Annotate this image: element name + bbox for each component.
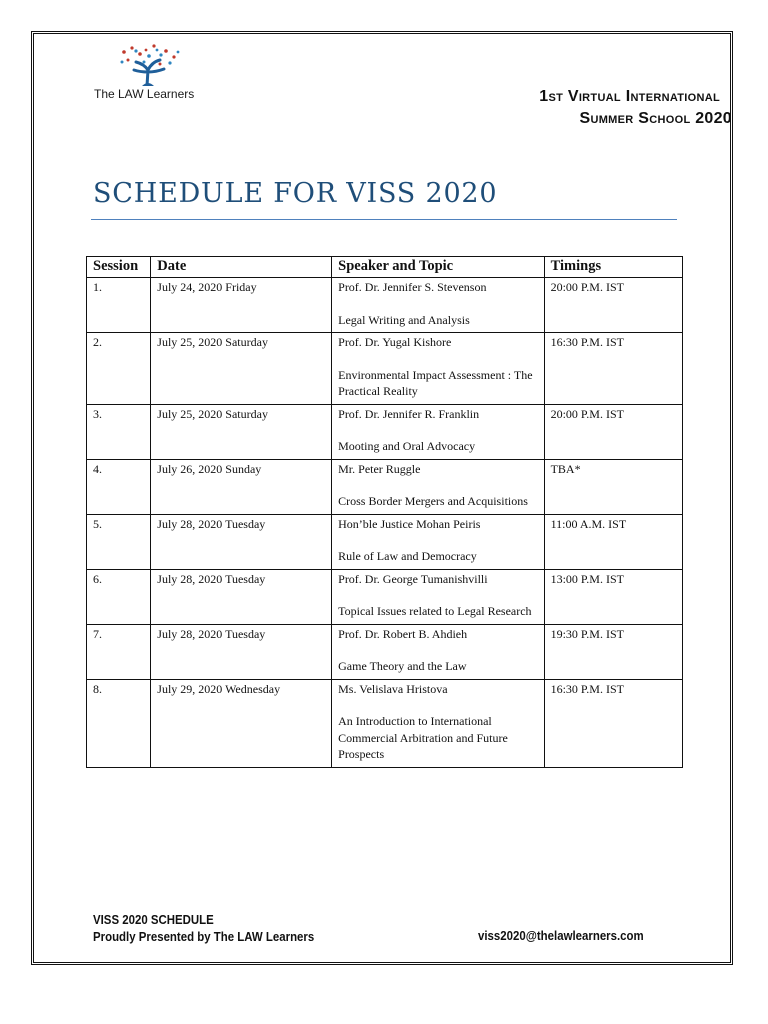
header-line-2: Summer School 2020 bbox=[579, 110, 732, 127]
topic-text: Game Theory and the Law bbox=[338, 659, 467, 673]
session-cell: 7. bbox=[87, 624, 151, 679]
session-cell: 4. bbox=[87, 459, 151, 514]
header-line-1: 1st Virtual International bbox=[539, 88, 720, 105]
session-cell: 3. bbox=[87, 404, 151, 459]
speaker-topic-cell bbox=[332, 404, 544, 459]
header-session: Session bbox=[87, 257, 151, 278]
date-cell: July 28, 2020 Tuesday bbox=[151, 569, 332, 624]
speaker-name: Prof. Dr. Jennifer R. Franklin bbox=[338, 406, 480, 421]
topic-text: Topical Issues related to Legal Research bbox=[338, 604, 532, 618]
session-cell: 5. bbox=[87, 514, 151, 569]
date-cell: July 28, 2020 Tuesday bbox=[151, 624, 332, 679]
date-cell: July 25, 2020 Saturday bbox=[151, 333, 332, 405]
schedule-table bbox=[86, 256, 683, 768]
timing-cell: TBA* bbox=[544, 459, 682, 514]
page-title: SCHEDULE FOR VISS 2020 bbox=[93, 178, 498, 209]
topic-text: Legal Writing and Analysis bbox=[338, 312, 470, 327]
speaker-topic-cell bbox=[332, 514, 544, 569]
timing-cell: 16:30 P.M. IST bbox=[544, 333, 682, 405]
timing-cell: 20:00 P.M. IST bbox=[544, 278, 682, 333]
footer-left bbox=[93, 911, 314, 945]
timing-cell: 16:30 P.M. IST bbox=[544, 679, 682, 767]
timing-cell: 11:00 A.M. IST bbox=[544, 514, 682, 569]
header-timings: Timings bbox=[544, 257, 682, 278]
table-row bbox=[87, 679, 683, 767]
speaker-topic-cell bbox=[332, 624, 544, 679]
speaker-name: Hon’ble Justice Mohan Peiris bbox=[338, 516, 481, 531]
timing-cell: 13:00 P.M. IST bbox=[544, 569, 682, 624]
header-date: Date bbox=[151, 257, 332, 278]
topic-text: Mooting and Oral Advocacy bbox=[338, 439, 476, 453]
table-row bbox=[87, 624, 683, 679]
speaker-name: Ms. Velislava Hristova bbox=[338, 681, 448, 696]
timing-cell: 19:30 P.M. IST bbox=[544, 624, 682, 679]
table-header-row bbox=[87, 257, 683, 278]
speaker-name: Prof. Dr. Robert B. Ahdieh bbox=[338, 626, 468, 641]
speaker-topic-cell bbox=[332, 278, 544, 333]
session-cell: 6. bbox=[87, 569, 151, 624]
topic-text: Environmental Impact Assessment : The Practical Reality bbox=[338, 367, 533, 398]
footer-presented-by: Proudly Presented by The LAW Learners bbox=[93, 929, 315, 944]
tree-logo-icon bbox=[114, 42, 184, 86]
speaker-topic-cell bbox=[332, 459, 544, 514]
speaker-topic-cell bbox=[332, 333, 544, 405]
topic-text: An Introduction to International Commercial Arbitration and Future Prospects bbox=[338, 714, 508, 761]
footer-email: viss2020@thelawlearners.com bbox=[478, 928, 644, 943]
speaker-name: Prof. Dr. George Tumanishvilli bbox=[338, 571, 488, 586]
table-row bbox=[87, 459, 683, 514]
header-title bbox=[539, 86, 732, 130]
footer-title: VISS 2020 SCHEDULE bbox=[93, 912, 214, 927]
table-row bbox=[87, 514, 683, 569]
session-cell: 1. bbox=[87, 278, 151, 333]
topic-text: Rule of Law and Democracy bbox=[338, 549, 477, 563]
topic-text: Cross Border Mergers and Acquisitions bbox=[338, 494, 528, 508]
speaker-topic-cell bbox=[332, 679, 544, 767]
date-cell: July 29, 2020 Wednesday bbox=[151, 679, 332, 767]
table-row bbox=[87, 569, 683, 624]
logo bbox=[94, 42, 204, 104]
timing-cell: 20:00 P.M. IST bbox=[544, 404, 682, 459]
table-row bbox=[87, 404, 683, 459]
session-cell: 2. bbox=[87, 333, 151, 405]
speaker-name: Prof. Dr. Yugal Kishore bbox=[338, 335, 452, 349]
speaker-name: Prof. Dr. Jennifer S. Stevenson bbox=[338, 280, 487, 294]
date-cell: July 25, 2020 Saturday bbox=[151, 404, 332, 459]
logo-text: The LAW Learners bbox=[94, 87, 195, 101]
table-row bbox=[87, 278, 683, 333]
speaker-topic-cell bbox=[332, 569, 544, 624]
date-cell: July 24, 2020 Friday bbox=[151, 278, 332, 333]
date-cell: July 28, 2020 Tuesday bbox=[151, 514, 332, 569]
speaker-name: Mr. Peter Ruggle bbox=[338, 461, 421, 476]
session-cell: 8. bbox=[87, 679, 151, 767]
date-cell: July 26, 2020 Sunday bbox=[151, 459, 332, 514]
table-row bbox=[87, 333, 683, 405]
header-speaker-topic: Speaker and Topic bbox=[332, 257, 544, 278]
title-divider bbox=[91, 219, 677, 220]
